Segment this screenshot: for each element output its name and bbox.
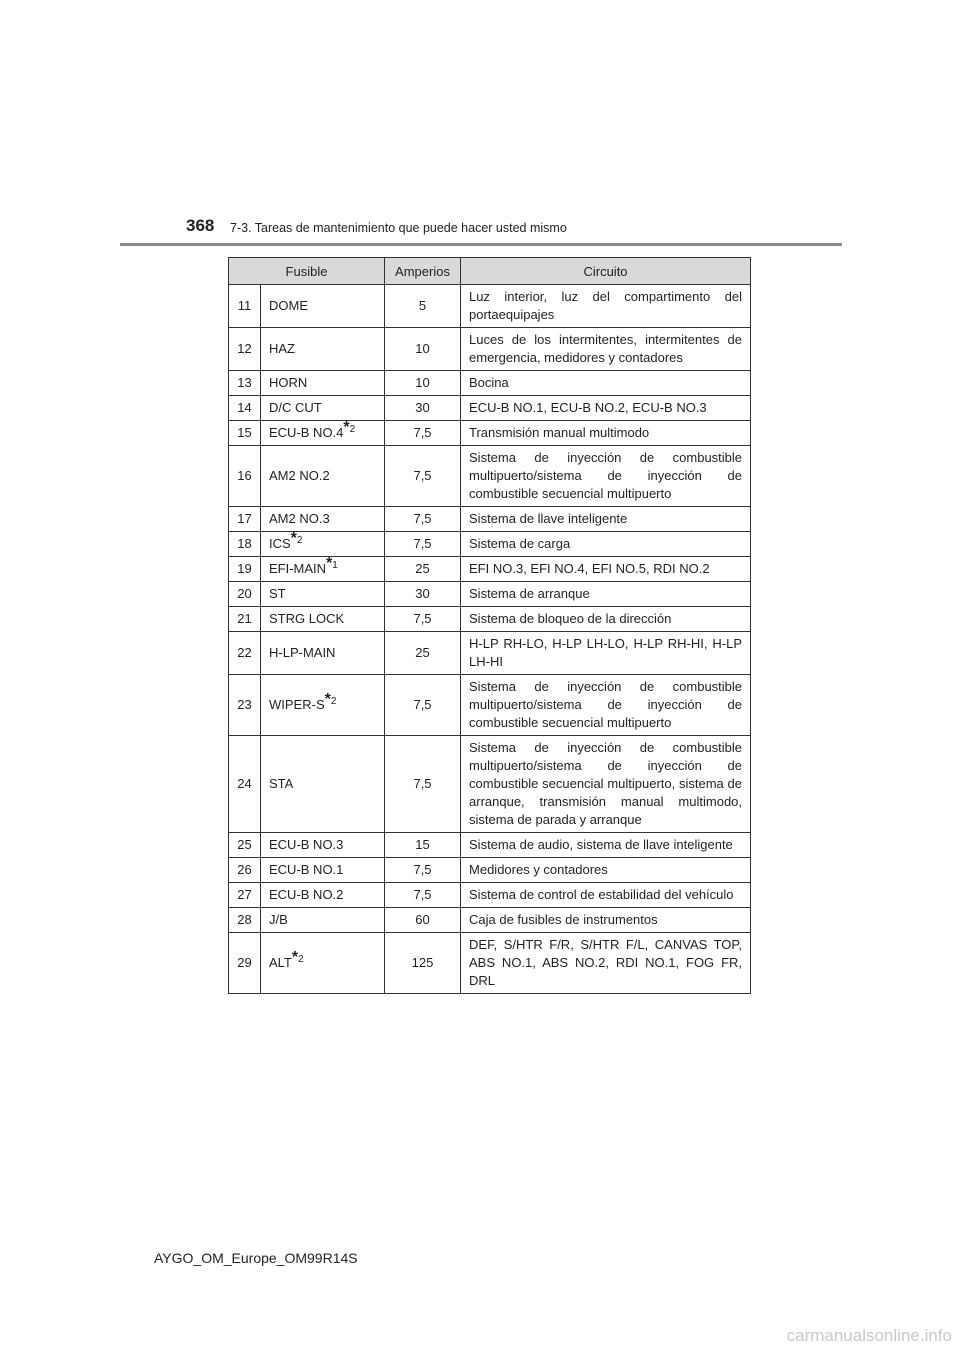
fuse-name: ECU-B NO.4: [269, 425, 344, 440]
fuse-amperage: 5: [385, 285, 461, 328]
fuse-amperage: 15: [385, 833, 461, 858]
asterisk-icon: *: [343, 418, 350, 436]
fuse-name-cell: [261, 883, 385, 908]
fuse-amperage: 125: [385, 933, 461, 994]
table-row: [229, 371, 751, 396]
fuse-number: 24: [229, 736, 261, 833]
fuse-name: HAZ: [269, 341, 295, 356]
footnote-number: 1: [332, 559, 338, 571]
fuse-name-cell: [261, 675, 385, 736]
fuse-amperage: 60: [385, 908, 461, 933]
asterisk-icon: *: [324, 690, 331, 708]
fuse-number: 25: [229, 833, 261, 858]
table-row: [229, 833, 751, 858]
fuse-name: STA: [269, 776, 294, 791]
asterisk-icon: *: [326, 554, 333, 572]
fuse-circuit: Sistema de llave inteligente: [461, 507, 751, 532]
fuse-number: 11: [229, 285, 261, 328]
footnote-number: 2: [298, 953, 304, 965]
fuse-amperage: 30: [385, 396, 461, 421]
fuse-number: 23: [229, 675, 261, 736]
asterisk-icon: *: [290, 529, 297, 547]
section-title: 7-3. Tareas de mantenimiento que puede hacer usted mismo: [230, 221, 567, 235]
fuse-amperage: 7,5: [385, 858, 461, 883]
fuse-amperage: 7,5: [385, 446, 461, 507]
footnote-marker: [291, 948, 304, 966]
fuse-circuit: Sistema de bloqueo de la dirección: [461, 607, 751, 632]
fuse-number: 29: [229, 933, 261, 994]
fuse-name: EFI-MAIN: [269, 561, 327, 576]
fuse-number: 12: [229, 328, 261, 371]
fuse-table-body: [229, 285, 751, 994]
fuse-circuit: EFI NO.3, EFI NO.4, EFI NO.5, RDI NO.2: [461, 557, 751, 582]
fuse-circuit: DEF, S/HTR F/R, S/HTR F/L, CANVAS TOP, ABS NO.1, ABS NO.2, RDI NO.1, FOG FR, DRL: [461, 933, 751, 994]
fuse-name-cell: [261, 833, 385, 858]
footnote-marker: [290, 529, 303, 547]
fuse-name: ECU-B NO.1: [269, 862, 344, 877]
fuse-number: 19: [229, 557, 261, 582]
fuse-number: 27: [229, 883, 261, 908]
fuse-circuit: Transmisión manual multimodo: [461, 421, 751, 446]
table-row: [229, 396, 751, 421]
watermark: carmanualsonline.info: [786, 1326, 952, 1345]
fuse-circuit: Caja de fusibles de instrumentos: [461, 908, 751, 933]
fuse-amperage: 10: [385, 371, 461, 396]
fuse-name-cell: [261, 328, 385, 371]
table-row: [229, 557, 751, 582]
fuse-amperage: 25: [385, 632, 461, 675]
table-row: [229, 328, 751, 371]
fuse-number: 21: [229, 607, 261, 632]
fuse-circuit: Sistema de carga: [461, 532, 751, 557]
fuse-name: ALT: [269, 955, 292, 970]
document-id: AYGO_OM_Europe_OM99R14S: [154, 1250, 358, 1266]
footnote-marker: [326, 554, 338, 572]
table-row: [229, 421, 751, 446]
fuse-number: 13: [229, 371, 261, 396]
footnote-number: 2: [330, 695, 337, 707]
fuse-name-cell: [261, 529, 385, 557]
fuse-name-cell: [261, 285, 385, 328]
header-amperios: Amperios: [385, 258, 461, 285]
fuse-amperage: 7,5: [385, 883, 461, 908]
footnote-number: 2: [296, 534, 303, 546]
footnote-marker: [324, 690, 337, 708]
fuse-amperage: 7,5: [385, 736, 461, 833]
fuse-name: H-LP-MAIN: [269, 645, 336, 660]
fuse-name-cell: [261, 507, 385, 532]
header-fusible: Fusible: [229, 258, 385, 285]
fuse-amperage: 7,5: [385, 532, 461, 557]
fuse-amperage: 7,5: [385, 607, 461, 632]
fuse-name: WIPER-S: [269, 697, 325, 712]
table-row: [229, 446, 751, 507]
fuse-circuit: Sistema de arranque: [461, 582, 751, 607]
fuse-name-cell: [261, 582, 385, 607]
table-row: [229, 607, 751, 632]
fuse-circuit: Luz interior, luz del compartimento del portaequipajes: [461, 285, 751, 328]
fuse-name-cell: [261, 908, 385, 933]
fuse-name-cell: [261, 858, 385, 883]
fuse-circuit: Sistema de inyección de combustible multipuerto/sistema de inyección de combustible secuencial multipuerto: [461, 446, 751, 507]
fuse-name-cell: [261, 933, 385, 994]
table-row: [229, 532, 751, 557]
fuse-circuit: ECU-B NO.1, ECU-B NO.2, ECU-B NO.3: [461, 396, 751, 421]
fuse-name-cell: [261, 554, 385, 582]
fuse-number: 28: [229, 908, 261, 933]
fuse-name-cell: [261, 446, 385, 507]
fuse-amperage: 30: [385, 582, 461, 607]
header-rule: [120, 243, 842, 246]
footnote-marker: [343, 418, 356, 436]
table-row: [229, 883, 751, 908]
asterisk-icon: *: [291, 948, 299, 966]
fuse-name-cell: [261, 371, 385, 396]
fuse-circuit: Luces de los intermitentes, intermitentes de emergencia, medidores y contadores: [461, 328, 751, 371]
fuse-name: STRG LOCK: [269, 611, 345, 626]
page-number: 368: [186, 216, 215, 235]
fuse-name: D/C CUT: [269, 400, 322, 415]
table-row: [229, 675, 751, 736]
fuse-name: J/B: [269, 912, 288, 927]
fuse-circuit: Medidores y contadores: [461, 858, 751, 883]
fuse-name: ECU-B NO.2: [269, 887, 344, 902]
fuse-amperage: 7,5: [385, 421, 461, 446]
fuse-amperage: 25: [385, 557, 461, 582]
fuse-circuit: Sistema de inyección de combustible multipuerto/sistema de inyección de combustible secuencial multipuerto, sistema de arranque, transmisión manual multimodo, sistema de parada y arranque: [461, 736, 751, 833]
table-row: [229, 736, 751, 833]
fuse-amperage: 7,5: [385, 507, 461, 532]
fuse-circuit: Sistema de control de estabilidad del vehículo: [461, 883, 751, 908]
fuse-name: HORN: [269, 375, 308, 390]
header-circuito: Circuito: [461, 258, 751, 285]
fuse-name-cell: [261, 632, 385, 675]
table-row: [229, 858, 751, 883]
fuse-number: 14: [229, 396, 261, 421]
fuse-number: 22: [229, 632, 261, 675]
fuse-number: 16: [229, 446, 261, 507]
fuse-number: 26: [229, 858, 261, 883]
fuse-circuit: Bocina: [461, 371, 751, 396]
fuse-name: AM2 NO.3: [269, 511, 330, 526]
table-row: [229, 285, 751, 328]
fuse-name: AM2 NO.2: [269, 468, 330, 483]
table-row: [229, 933, 751, 994]
fuse-name-cell: [261, 736, 385, 833]
footnote-number: 2: [349, 423, 356, 435]
fuse-circuit: Sistema de inyección de combustible multipuerto/sistema de inyección de combustible secuencial multipuerto: [461, 675, 751, 736]
fuse-circuit: H-LP RH-LO, H-LP LH-LO, H-LP RH-HI, H-LP LH-HI: [461, 632, 751, 675]
table-row: [229, 632, 751, 675]
fuse-name: DOME: [269, 298, 308, 313]
fuse-table: [228, 257, 751, 994]
fuse-name-cell: [261, 607, 385, 632]
fuse-name-cell: [261, 396, 385, 421]
fuse-number: 17: [229, 507, 261, 532]
fuse-number: 20: [229, 582, 261, 607]
fuse-number: 15: [229, 421, 261, 446]
table-header-row: [229, 258, 751, 285]
fuse-amperage: 7,5: [385, 675, 461, 736]
fuse-name: ECU-B NO.3: [269, 837, 344, 852]
fuse-amperage: 10: [385, 328, 461, 371]
table-row: [229, 908, 751, 933]
table-row: [229, 582, 751, 607]
fuse-name-cell: [261, 418, 385, 446]
fuse-name: ICS: [269, 536, 291, 551]
fuse-name: ST: [269, 586, 286, 601]
fuse-number: 18: [229, 532, 261, 557]
table-row: [229, 507, 751, 532]
fuse-circuit: Sistema de audio, sistema de llave inteligente: [461, 833, 751, 858]
